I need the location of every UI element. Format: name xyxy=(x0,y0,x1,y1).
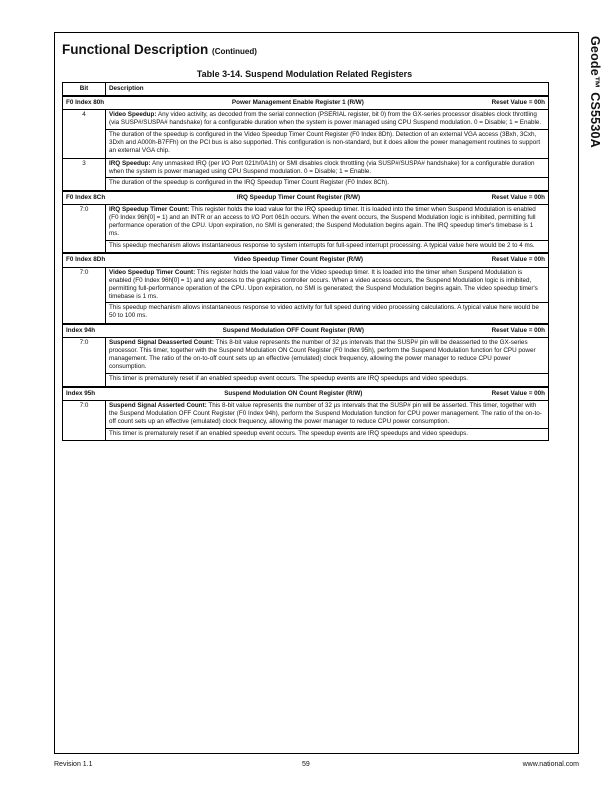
field-description: This register holds the load value for the Video speedup timer. It is loaded into the timer when Suspend Modulation is enabled (F0 Index 96h[0] = 1) and any access to the graphics controller occurs. When a video access occurs, the Suspend Modulation logic is inhibited, permitting full-performance operation of the CPU. Upon expiration, no SMI is generated; the Suspend Modulation begins again. The video speedup timer's timebase is 1 ms. xyxy=(109,268,538,300)
field-name: IRQ Speedup: xyxy=(109,159,151,167)
bit-cell: 7:0 xyxy=(63,204,106,253)
field-description: Any video activity, as decoded from the serial connection (PSERIAL register, bit 0) from the GX-series processor disables clock throttling (via SUSP#/SUSPA# handshake) for a configurable duration when the system is power managed using CPU Suspend modulation. 0 = Disable; 1 = Enable. xyxy=(109,111,542,127)
field-name: Suspend Signal Asserted Count: xyxy=(109,401,207,409)
register-index: F0 Index 8Ch xyxy=(66,193,106,201)
bit-cell: 4 xyxy=(63,110,106,158)
field-name: IRQ Speedup Timer Count: xyxy=(109,205,190,213)
field-note: This timer is prematurely reset if an enabled speedup event occurs. The speedup events are IRQ speedups and video speedups. xyxy=(106,428,548,438)
field-name: Video Speedup: xyxy=(109,111,157,119)
field-note: This speedup mechanism allows instantaneous response to system interrupts for full-speed interrupt processing. A typical value here would be 2 to 4 ms. xyxy=(106,240,548,250)
field-note: The duration of the speedup is configured in the IRQ Speedup Timer Count Register (F0 Index 8Ch). xyxy=(106,177,548,187)
field-description: This 8-bit value represents the number of 32 µs intervals that the SUSP# pin will be asserted. This timer, together with the Suspend Modulation OFF Count Register (F0 Index 94h), perform the Suspend Modulation function for CPU power management. The ratio of the on-to-off count sets up an effective (emulated) clock frequency, allowing the power manager to reduce CPU power consumption. xyxy=(109,401,542,425)
field-name: Suspend Signal Deasserted Count: xyxy=(109,339,214,347)
footer-page-number: 59 xyxy=(302,761,310,768)
section-continued: (Continued) xyxy=(212,47,257,56)
description-cell xyxy=(106,338,549,387)
field-name: Video Speedup Timer Count: xyxy=(109,268,196,276)
description-cell xyxy=(106,110,549,158)
field-note: This speedup mechanism allows instantaneous response to video activity for full speed during video processing calculations. A typical value here would be 50 to 100 ms. xyxy=(106,302,548,320)
description-cell xyxy=(106,204,549,253)
register-reset: Reset Value = 00h xyxy=(491,256,545,264)
footer-revision: Revision 1.1 xyxy=(54,761,93,768)
register-row xyxy=(63,387,549,401)
table-row xyxy=(63,158,549,191)
table-row xyxy=(63,110,549,158)
register-name: Suspend Modulation OFF Count Register (R/W) xyxy=(222,327,364,335)
table-title: Table 3-14. Suspend Modulation Related Registers xyxy=(196,69,413,79)
table-row xyxy=(63,267,549,324)
register-index: F0 Index 8Dh xyxy=(66,256,106,264)
register-row xyxy=(63,324,549,338)
footer-url: www.national.com xyxy=(522,761,579,768)
table-header-row xyxy=(63,83,549,97)
description-cell xyxy=(106,158,549,191)
register-row xyxy=(63,96,549,110)
bit-cell: 7:0 xyxy=(63,400,106,440)
table-row xyxy=(63,204,549,253)
register-name: Power Management Enable Register 1 (R/W) xyxy=(231,99,364,106)
register-name: Video Speedup Timer Count Register (R/W) xyxy=(233,256,364,264)
register-row xyxy=(63,191,549,205)
register-reset: Reset Value = 00h xyxy=(491,389,545,397)
table-row xyxy=(63,338,549,387)
section-title-text: Functional Description xyxy=(62,42,209,57)
field-description: Any unmasked IRQ (per I/O Port 021h/0A1h) or SMI disables clock throttling (via SUSP#/SUSPA# handshake) for a configurable duration when the system is power managed using CPU Suspend modulation. 0 = Disable; 1 = Enable. xyxy=(109,159,535,175)
register-index: Index 94h xyxy=(66,327,96,335)
table-row xyxy=(63,400,549,440)
register-index: Index 95h xyxy=(66,389,96,397)
description-cell xyxy=(106,400,549,440)
register-name: Suspend Modulation ON Count Register (R/W) xyxy=(224,389,363,397)
side-title: Geode™ CS5530A xyxy=(588,36,602,148)
field-note: The duration of the speedup is configured in the Video Speedup Timer Count Register (F0 Index 8Dh). Detection of an external VGA access (3Bxh, 3Cxh, 3Dxh and A000h-B7FFh) on the PCI bus is also supported. This configuration is non-standard, but it does allow the power management routines to support an external VGA chip. xyxy=(106,129,548,155)
bit-cell: 3 xyxy=(63,158,106,191)
register-reset: Reset Value = 00h xyxy=(491,193,545,201)
register-table xyxy=(62,82,549,441)
register-name: IRQ Speedup Timer Count Register (R/W) xyxy=(236,193,361,201)
description-cell xyxy=(106,267,549,324)
side-title-bar xyxy=(584,32,606,232)
register-reset: Reset Value = 00h xyxy=(491,327,545,335)
header-description: Description xyxy=(106,83,549,97)
section-title xyxy=(62,42,257,57)
field-description: This 8-bit value represents the number of 32 µs intervals that the SUSP# pin will be deasserted to the GX-series processor. This timer, together with the Suspend Modulation ON Count Register (F0 Index 95h), perform the Suspend Modulation function for CPU power management. The ratio of the on-to-off count sets up an effective (emulated) clock frequency, allowing the power manager to reduce CPU power consumption. xyxy=(109,339,536,371)
register-reset: Reset Value = 00h xyxy=(491,99,545,106)
header-bit: Bit xyxy=(63,83,106,97)
field-note: This timer is prematurely reset if an enabled speedup event occurs. The speedup events are IRQ speedups and video speedups. xyxy=(106,373,548,383)
bit-cell: 7:0 xyxy=(63,338,106,387)
field-description: This register holds the load value for the IRQ speedup timer. It is loaded into the timer when Suspend Modulation is enabled (F0 Index 96h[0] = 1) and an INTR or an access to I/O Port 061h occurs. When the event occurs, the Suspend Modulation logic is inhibited, permitting full performance operation of the CPU. Upon expiration, no SMI is generated; the Suspend Modulation begins again. The IRQ speedup timer's timebase is 1 ms. xyxy=(109,205,536,238)
register-index: F0 Index 80h xyxy=(66,99,105,106)
bit-cell: 7:0 xyxy=(63,267,106,324)
register-row xyxy=(63,253,549,267)
